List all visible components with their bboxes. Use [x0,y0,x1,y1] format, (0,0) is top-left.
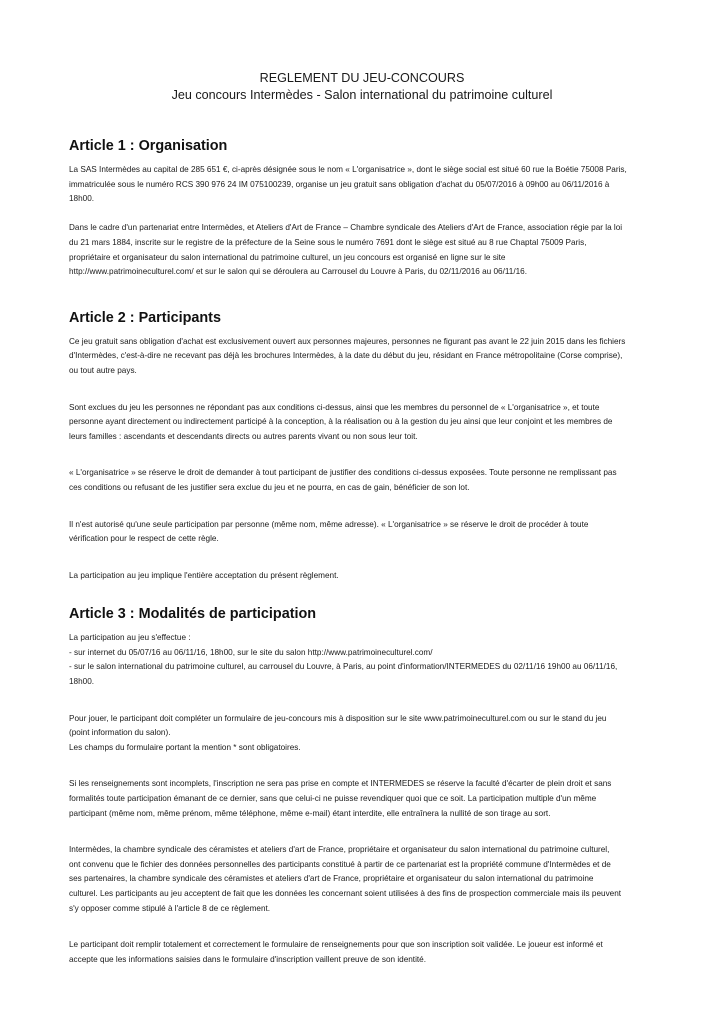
article-2-paragraph-5 [69,569,659,584]
text-line: Si les renseignements sont incomplets, l'inscription ne sera pas prise en compte et INTERMEDES se réserve la faculté d'écarter de plein droit et sans [69,779,612,789]
article-3-paragraph-5 [69,938,659,967]
text-line: - sur internet du 05/07/16 au 06/11/16, 18h00, sur le site du salon http://www.patrimoineculturel.com/ [69,647,433,657]
text-line: ses partenaires, la chambre syndicale des céramistes et ateliers d'art de France, propriétaire et organisateur du salon international du patrimoine [69,874,594,884]
text-line: Sont exclues du jeu les personnes ne répondant pas aux conditions ci-dessus, ainsi que les membres du personnel de « L'organisatrice », et toute [69,402,600,412]
article-3-heading: Article 3 : Modalités de participation [69,606,317,623]
text-line: Le participant doit remplir totalement et correctement le formulaire de renseignements pour que son inscription soit validée. Le joueur est informé et [69,940,603,950]
article-1-heading: Article 1 : Organisation [69,138,228,154]
text-line: Les champs du formulaire portant la mention * sont obligatoires. [69,742,301,752]
text-line: - sur le salon international du patrimoine culturel, au carrousel du Louvre, à Paris, au point d'information/INTERMEDES du 02/11/16 19h00 au 06/11/16, [69,662,618,672]
text-line: formalités toute participation émanant de ce dernier, sans que celui-ci ne puisse revendiquer quoi que ce soit. La participation multiple d'un même [69,794,597,804]
text-line: Ce jeu gratuit sans obligation d'achat est exclusivement ouvert aux personnes majeures, personnes ne figurant pas avant le 22 juin 2015 dans les fichiers [69,336,626,346]
title-subtitle: Jeu concours Intermèdes - Salon international du patrimoine culturel [171,88,553,102]
article-3-paragraph-2 [69,712,659,756]
article-2-paragraph-2 [69,401,659,445]
article-3-paragraph-3 [69,777,659,821]
title-main: REGLEMENT DU JEU-CONCOURS [259,71,465,85]
document-title [0,70,724,104]
article-2 [69,310,659,584]
text-line: culturel. Les participants au jeu acceptent de fait que les données les concernant soient utilisées à des fins de prospection commerciale mais ils peuvent [69,889,622,898]
text-line: Dans le cadre d'un partenariat entre Intermèdes, et Ateliers d'Art de France – Chambre syndicale des Ateliers d'Art de France, association régie par la loi [69,223,623,233]
text-line: d'Intermèdes, c'est-à-dire ne recevant pas déjà les brochures Intermèdes, à la date du début du jeu, résidant en France métropolitaine (Corse comprise), [69,351,623,361]
text-line: immatriculée sous le numéro RCS 390 976 24 IM 075100239, organise un jeu gratuit sans obligation d'achat du 05/07/2016 à 09h00 au 06/11/2016 à [69,179,610,189]
text-line: La SAS Intermèdes au capital de 285 651 €, ci-après désignée sous le nom « L'organisatrice », dont le siège social est situé 60 rue la Boétie 75008 Paris, [69,165,627,174]
text-line: personne ayant directement ou indirectement participé à la conception, à la réalisation ou à la gestion du jeu ainsi que leur conjoint et les membres de [69,417,613,427]
text-line: propriétaire et organisateur du salon international du patrimoine culturel, un jeu concours est organisé en ligne sur le site [69,252,506,262]
text-line: Intermèdes, la chambre syndicale des céramistes et ateliers d'art de France, propriétaire et organisateur du salon international du patrimoine culturel, [69,845,610,855]
article-1-paragraph-1 [69,163,659,207]
text-line: 18h00. [69,194,95,204]
text-line: Il n'est autorisé qu'une seule participation par personne (même nom, même adresse). « L'organisatrice » se réserve le droit de procéder à toute [69,519,589,529]
text-line: Pour jouer, le participant doit compléter un formulaire de jeu-concours mis à disposition sur le site www.patrimoineculturel.com ou sur le stand du jeu [69,713,607,723]
article-2-paragraph-1 [69,335,659,379]
text-line: « L'organisatrice » se réserve le droit de demander à tout participant de justifier des conditions ci-dessus exposées. Toute personne ne remplissant pas [69,468,617,478]
text-line: vérification pour le respect de cette règle. [69,534,219,544]
article-2-paragraph-4 [69,518,659,547]
text-line: ont convenu que le fichier des données personnelles des participants constitué à partir de ce partenariat est la propriété commune d'Intermèdes et de [69,859,611,869]
text-line: http://www.patrimoineculturel.com/ et sur le salon qui se déroulera au Carrousel du Louvre à Paris, du 02/11/2016 au 06/11/16. [69,267,528,277]
text-line: s'y opposer comme stipulé à l'article 8 de ce règlement. [69,903,271,913]
text-line: participant (même nom, même prénom, même téléphone, même e-mail) étant interdite, elle entraînera la nullité de son tirage au sort. [69,808,551,818]
article-1 [69,138,659,280]
article-2-heading: Article 2 : Participants [69,309,221,326]
text-line: La participation au jeu implique l'entière acceptation du présent règlement. [69,570,339,580]
article-3 [69,606,659,967]
article-2-paragraph-3 [69,466,659,495]
text-line: La participation au jeu s'effectue : [69,633,191,643]
article-1-paragraph-2 [69,221,659,279]
text-line: du 21 mars 1884, inscrite sur le registre de la préfecture de la Seine sous le numéro 7691 dont le siège est situé au 8 rue Chaptal 75009 Paris, [69,237,587,247]
text-line: 18h00. [69,677,95,687]
article-3-paragraph-4 [69,843,659,916]
text-line: ou tout autre pays. [69,365,137,375]
text-line: ces conditions ou refusant de les justifier sera exclue du jeu et ne pourra, en cas de gain, bénéficier de son lot. [69,482,470,492]
document-body [69,138,659,967]
text-line: accepte que les informations saisies dans le formulaire d'inscription vaillent preuve de son identité. [69,954,427,964]
text-line: (point information du salon). [69,728,171,738]
text-line: leurs familles : ascendants et descendants directs ou autres parents vivant ou non sous leur toit. [69,431,418,441]
article-3-paragraph-1 [69,631,659,689]
